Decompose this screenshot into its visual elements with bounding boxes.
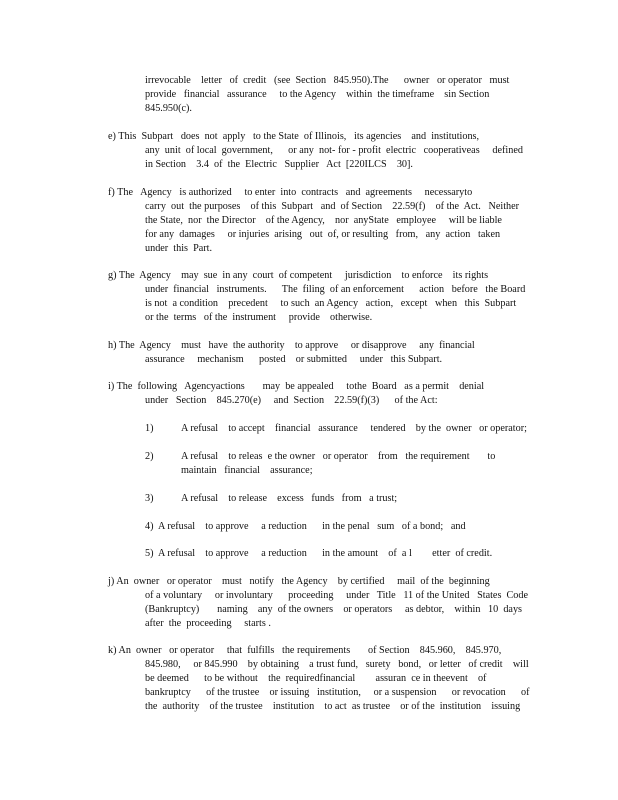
- paragraph-j-line-1: j) An owner or operator must notify the Agency by certified mail of the beginning: [108, 576, 490, 587]
- paragraph-e-line-3: in Section 3.4 of the Electric Supplier Act [220ILCS 30].: [145, 159, 413, 170]
- paragraph-g-line-3: is not a condition precedent to such an Agency action, except when this Subpart: [145, 298, 517, 309]
- paragraph-k-line-1: k) An owner or operator that fulfills the requirements of Section 845.960, 845.970,: [108, 645, 502, 656]
- list-item-2-text-line-1: A refusal to releas e the owner or operator from the requirement to: [181, 451, 496, 462]
- paragraph-f-line-3: the State, nor the Director of the Agency, nor anyState employee will be liable: [145, 215, 502, 226]
- paragraph-f-line-4: for any damages or injuries arising out of, or resulting from, any action taken: [145, 229, 501, 240]
- paragraph-j-line-4: after the proceeding starts .: [145, 618, 271, 629]
- paragraph-i-line-1: i) The following Agencyactions may be appealed tothe Board as a permit denial: [108, 381, 485, 392]
- intro-line-2: provide financial assurance to the Agency within the timeframe sin Section: [145, 89, 490, 100]
- intro-line-3: 845.950(c).: [145, 103, 192, 114]
- paragraph-h-line-1: h) The Agency must have the authority to approve or disapprove any financial: [108, 340, 475, 351]
- intro-line-1: irrevocable letter of credit (see Section 845.950).The owner or operator must: [145, 75, 510, 86]
- list-item-1-text: A refusal to accept financial assurance tendered by the owner or operator;: [181, 423, 527, 434]
- list-item-2-number: 2): [145, 451, 154, 462]
- paragraph-g-line-1: g) The Agency may sue in any court of competent jurisdiction to enforce its rights: [108, 270, 489, 281]
- paragraph-k-line-5: the authority of the trustee institution to act as trustee or of the institution issuing: [145, 701, 521, 712]
- list-item-1-number: 1): [145, 423, 154, 434]
- paragraph-i-line-2: under Section 845.270(e) and Section 22.59(f)(3) of the Act:: [145, 395, 438, 406]
- paragraph-f-line-1: f) The Agency is authorized to enter into contracts and agreements necessaryto: [108, 187, 473, 198]
- list-item-5-text: 5) A refusal to approve a reduction in the amount of a l etter of credit.: [145, 548, 493, 559]
- list-item-3-number: 3): [145, 493, 154, 504]
- paragraph-k-line-4: bankruptcy of the trustee or issuing institution, or a suspension or revocation of: [145, 687, 530, 698]
- list-item-3-text: A refusal to release excess funds from a trust;: [181, 493, 398, 504]
- paragraph-g-line-2: under financial instruments. The filing of an enforcement action before the Board: [145, 284, 526, 295]
- paragraph-k-line-3: be deemed to be without the requiredfinancial assuran ce in theevent of: [145, 673, 487, 684]
- paragraph-h-line-2: assurance mechanism posted or submitted under this Subpart.: [145, 354, 443, 365]
- paragraph-j-line-3: (Bankruptcy) naming any of the owners or operators as debtor, within 10 days: [145, 604, 523, 615]
- paragraph-f-line-5: under this Part.: [145, 243, 213, 254]
- paragraph-k-line-2: 845.980, or 845.990 by obtaining a trust fund, surety bond, or letter of credit will: [145, 659, 529, 670]
- list-item-2-text-line-2: maintain financial assurance;: [181, 465, 313, 476]
- paragraph-f-line-2: carry out the purposes of this Subpart and of Section 22.59(f) of the Act. Neither: [145, 201, 520, 212]
- paragraph-j-line-2: of a voluntary or involuntary proceeding under Title 11 of the United States Code: [145, 590, 529, 601]
- paragraph-e-line-1: e) This Subpart does not apply to the State of Illinois, its agencies and institutions,: [108, 131, 480, 142]
- paragraph-g-line-4: or the terms of the instrument provide otherwise.: [145, 312, 373, 323]
- paragraph-e-line-2: any unit of local government, or any not- for - profit electric cooperativeas defined: [145, 145, 523, 156]
- list-item-4-text: 4) A refusal to approve a reduction in the penal sum of a bond; and: [145, 521, 466, 532]
